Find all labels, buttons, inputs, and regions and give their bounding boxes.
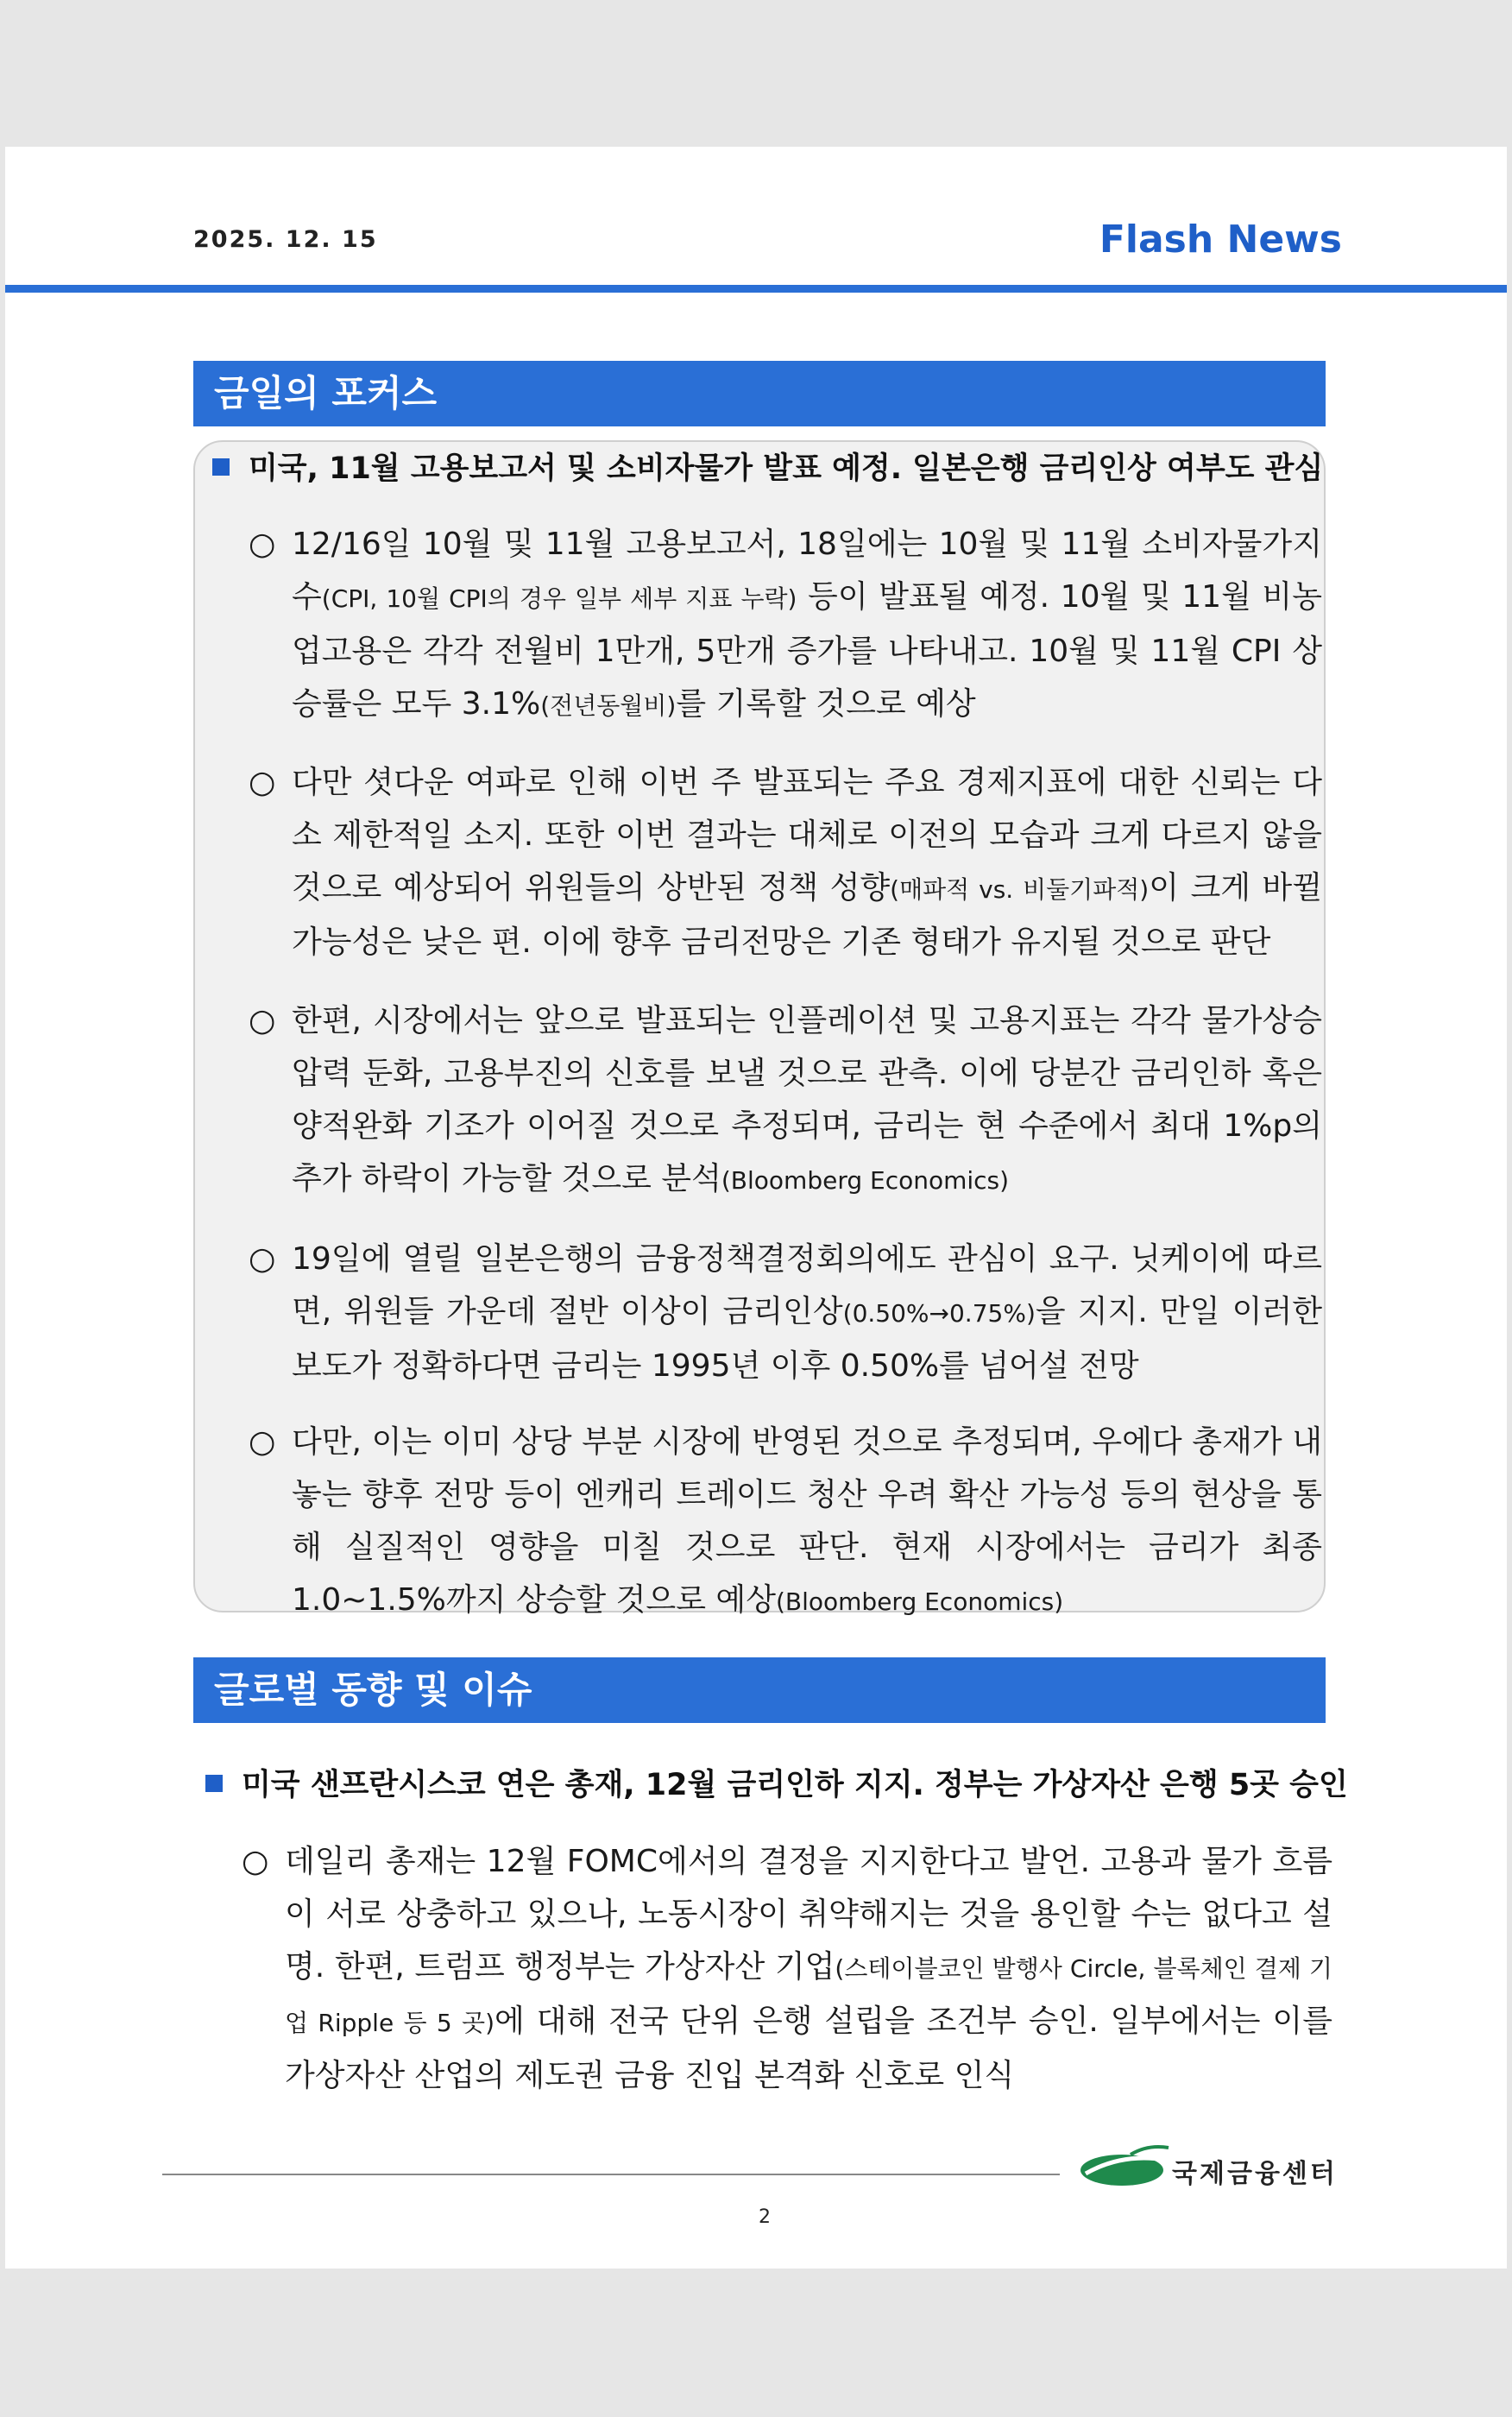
focus-item-4-text: 19일에 열릴 일본은행의 금융정책결정회의에도 관심이 요구. 닛케이에 따르면, 위원들 가운데 절반 이상이 금리인상: [292, 1241, 1322, 1329]
header-divider: [5, 285, 1507, 293]
circle-bullet-icon: ○: [249, 527, 276, 562]
focus-item-5-text: 다만, 이는 이미 상당 부분 시장에 반영된 것으로 추정되며, 우에다 총재가 내놓는 향후 전망 등이 엔캐리 트레이드 청산 우려 확산 가능성 등의 현상을 통해 실질적인 영향을 미칠 것으로 판단. 현재 시장에서는 금리가 최종 1.0~1.5%까지 상승할 것으로 예상: [292, 1424, 1322, 1618]
circle-bullet-icon: ○: [249, 1003, 276, 1038]
focus-item-2-text-end: 이 크게 바뀔 가능성은 낮은 편. 이에 향후 금리전망은 기존 형태가 유지될 것으로 판단: [292, 870, 1322, 960]
circle-bullet-icon: ○: [249, 765, 276, 800]
focus-item-1-note: (CPI, 10월 CPI의 경우 일부 세부 지표 누락): [321, 584, 797, 613]
focus-item-1-note-2: (전년동월비): [540, 691, 677, 720]
focus-item-2-note: (매파적 vs. 비둘기파적): [890, 875, 1150, 904]
document-page: [5, 147, 1507, 2269]
focus-item-5-source: (Bloomberg Economics): [775, 1587, 1064, 1616]
square-bullet-icon: [205, 1775, 223, 1792]
circle-bullet-icon: ○: [249, 1241, 276, 1277]
footer-divider: [162, 2174, 1060, 2175]
square-bullet-icon: [212, 458, 230, 476]
focus-headline: 미국, 11월 고용보고서 및 소비자물가 발표 예정. 일본은행 금리인상 여부도 관심: [249, 451, 1324, 486]
focus-item-4-text-end: 을 지지. 만일 이러한 보도가 정확하다면 금리는 1995년 이후 0.50%를 넘어설 전망: [292, 1294, 1323, 1384]
focus-section-title: 금일의 포커스: [193, 361, 1326, 426]
global-headline-row: [205, 1761, 1348, 1804]
global-section-title: 글로벌 동향 및 이슈: [193, 1657, 1326, 1723]
page-number: 2: [759, 2206, 771, 2228]
focus-item-2: [249, 756, 1322, 969]
focus-item-2-text: 다만 셧다운 여파로 인해 이번 주 발표되는 주요 경제지표에 대한 신뢰는 다소 제한적일 소지. 또한 이번 결과는 대체로 이전의 모습과 크게 다르지 않을 것으로 예상되어 위원들의 상반된 정책 성향: [292, 765, 1322, 906]
global-item-1-note: (스테이블코인 발행사 Circle, 블록체인 결제 기업 Ripple 등 5 곳): [285, 1954, 1332, 2037]
focus-item-1-text-end: 를 기록할 것으로 예상: [676, 686, 976, 722]
footer-org: 국제금융센터: [1172, 2159, 1338, 2189]
focus-item-1-text: 12/16일 10월 및 11월 고용보고서, 18일에는 10월 및 11월 소비자물가지수: [292, 527, 1322, 615]
global-item-1-text-end: 에 대해 전국 단위 은행 설립을 조건부 승인. 일부에서는 이를 가상자산 산업의 제도권 금융 진입 본격화 신호로 인식: [285, 2004, 1332, 2093]
focus-item-3: [249, 994, 1322, 1207]
focus-item-4-note: (0.50%→0.75%): [842, 1299, 1036, 1328]
focus-item-1: [249, 518, 1322, 732]
circle-bullet-icon: ○: [249, 1424, 276, 1460]
report-date: 2025. 12. 15: [193, 226, 378, 253]
circle-bullet-icon: ○: [242, 1844, 269, 1879]
focus-headline-row: [212, 445, 1323, 488]
focus-item-3-source: (Bloomberg Economics): [721, 1166, 1010, 1195]
focus-item-3-text: 한편, 시장에서는 앞으로 발표되는 인플레이션 및 고용지표는 각각 물가상승 압력 둔화, 고용부진의 신호를 보낼 것으로 관측. 이에 당분간 금리인하 혹은 양적완화 기조가 이어질 것으로 추정되며, 금리는 현 수준에서 최대 1%p의 추가 하락이 가능할 것으로 분석: [292, 1003, 1322, 1196]
global-headline: 미국 샌프란시스코 연은 총재, 12월 금리인하 지지. 정부는 가상자산 은행 5곳 승인: [242, 1768, 1348, 1802]
global-item-1: [242, 1835, 1332, 2102]
report-title: Flash News: [1099, 218, 1342, 262]
global-item-1-text: 데일리 총재는 12월 FOMC에서의 결정을 지지한다고 발언. 고용과 물가 흐름이 서로 상충하고 있으나, 노동시장이 취약해지는 것을 용인할 수는 없다고 설명. 한편, 트럼프 행정부는 가상자산 기업: [285, 1844, 1332, 1985]
focus-item-4: [249, 1233, 1322, 1392]
focus-item-5: [249, 1416, 1322, 1628]
focus-item-1-text-cont: 등이 발표될 예정. 10월 및 11월 비농업고용은 각각 전월비 1만개, 5만개 증가를 나타내고. 10월 및 11월 CPI 상승률은 모두 3.1%: [292, 579, 1322, 722]
